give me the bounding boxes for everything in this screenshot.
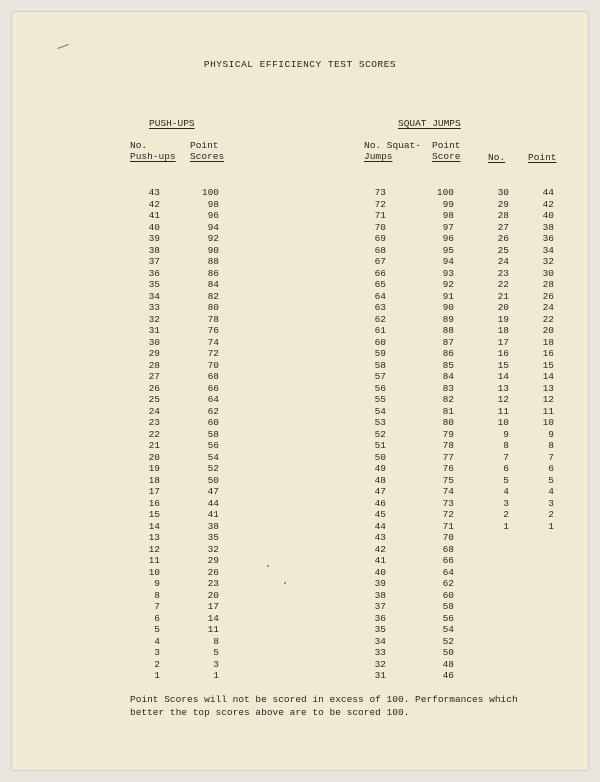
table-cell: 35 — [374, 624, 386, 635]
table-cell: 68 — [442, 543, 454, 555]
table-cell: 28 — [542, 279, 554, 290]
table-cell: 31 — [148, 325, 160, 336]
table-cell: 73 — [374, 187, 386, 198]
table-cell: 7 — [154, 601, 160, 612]
table-cell: 36 — [374, 612, 386, 624]
table-cell: 27 — [497, 221, 509, 233]
table-cell: 47 — [207, 486, 219, 497]
table-cell: 3 — [154, 647, 160, 658]
table-cell: 26 — [148, 382, 160, 394]
table-cell: 75 — [442, 474, 454, 486]
table-cell: 32 — [542, 256, 554, 267]
table-cell: 15 — [542, 359, 554, 371]
table-cell: 74 — [442, 486, 454, 497]
table-cell: 8 — [154, 589, 160, 601]
table-cell: 71 — [442, 520, 454, 532]
table-cell: 20 — [148, 451, 160, 463]
table-cell: 79 — [442, 428, 454, 440]
table-cell: 26 — [207, 566, 219, 578]
table-cell: 6 — [503, 463, 509, 474]
speck-mark — [284, 582, 286, 584]
table-cell: 93 — [442, 267, 454, 279]
table-cell: 21 — [148, 440, 160, 451]
table-cell: 41 — [374, 555, 386, 566]
table-cell: 69 — [374, 233, 386, 244]
table-cell: 3 — [213, 658, 219, 670]
table-cell: 20 — [207, 589, 219, 601]
table-cell: 15 — [497, 359, 509, 371]
table-cell: 91 — [442, 290, 454, 302]
table-cell: 48 — [374, 474, 386, 486]
table-cell: 47 — [374, 486, 386, 497]
table-cell: 24 — [497, 256, 509, 267]
table-cell: 2 — [548, 509, 554, 520]
pushups-points-column — [195, 187, 219, 682]
table-cell: 60 — [207, 417, 219, 428]
table-cell: 94 — [207, 221, 219, 233]
table-cell: 14 — [542, 371, 554, 382]
table-cell: 85 — [442, 359, 454, 371]
table-cell: 56 — [442, 612, 454, 624]
table-cell: 66 — [374, 267, 386, 279]
table-cell: 25 — [497, 244, 509, 256]
table-cell: 78 — [207, 313, 219, 325]
squat-no-header: No. Squat- Jumps — [364, 140, 422, 162]
table-cell: 84 — [442, 371, 454, 382]
table-cell: 72 — [207, 348, 219, 359]
footnote: Point Scores will not be scored in excess of 100. Performances which better the top scores above are to be scored 100. — [130, 694, 518, 718]
table-cell: 64 — [374, 290, 386, 302]
squat-no-column — [366, 187, 386, 682]
table-cell: 34 — [542, 244, 554, 256]
table-cell: 48 — [442, 658, 454, 670]
table-cell: 17 — [497, 336, 509, 348]
table-cell: 50 — [207, 474, 219, 486]
table-cell: 4 — [548, 486, 554, 497]
table-cell: 60 — [374, 336, 386, 348]
table-cell: 12 — [148, 543, 160, 555]
table-cell: 8 — [548, 440, 554, 451]
squat-no2-column — [491, 187, 509, 532]
table-cell: 16 — [148, 497, 160, 509]
table-cell: 82 — [207, 290, 219, 302]
table-cell: 14 — [207, 612, 219, 624]
table-cell: 78 — [442, 440, 454, 451]
table-cell: 30 — [542, 267, 554, 279]
table-cell: 61 — [374, 325, 386, 336]
table-cell: 11 — [497, 405, 509, 417]
table-cell: 65 — [374, 279, 386, 290]
pushups-no-header: No. Push-ups — [130, 140, 176, 162]
table-cell: 95 — [442, 244, 454, 256]
table-cell: 80 — [442, 417, 454, 428]
table-cell: 72 — [442, 509, 454, 520]
table-cell: 12 — [497, 394, 509, 405]
table-cell: 31 — [374, 670, 386, 681]
table-cell: 20 — [542, 325, 554, 336]
table-cell: 56 — [374, 382, 386, 394]
table-cell: 4 — [154, 635, 160, 647]
table-cell: 3 — [548, 497, 554, 509]
table-cell: 43 — [374, 532, 386, 543]
table-cell: 58 — [442, 601, 454, 612]
table-cell: 39 — [148, 233, 160, 244]
table-cell: 44 — [374, 520, 386, 532]
table-cell: 45 — [374, 509, 386, 520]
table-cell: 50 — [374, 451, 386, 463]
table-cell: 9 — [154, 578, 160, 589]
table-cell: 39 — [374, 578, 386, 589]
table-cell: 33 — [374, 647, 386, 658]
table-cell: 5 — [154, 624, 160, 635]
table-cell: 27 — [148, 371, 160, 382]
table-cell: 98 — [442, 210, 454, 221]
table-cell: 68 — [207, 371, 219, 382]
table-cell: 46 — [442, 670, 454, 681]
table-cell: 15 — [148, 509, 160, 520]
table-cell: 32 — [374, 658, 386, 670]
table-cell: 12 — [542, 394, 554, 405]
table-cell: 70 — [442, 532, 454, 543]
table-cell: 86 — [442, 348, 454, 359]
table-cell: 26 — [542, 290, 554, 302]
table-cell: 23 — [497, 267, 509, 279]
table-cell: 8 — [213, 635, 219, 647]
table-cell: 29 — [207, 555, 219, 566]
table-cell: 42 — [542, 198, 554, 210]
table-cell: 28 — [148, 359, 160, 371]
table-cell: 76 — [442, 463, 454, 474]
table-cell: 19 — [497, 313, 509, 325]
table-cell: 46 — [374, 497, 386, 509]
table-cell: 99 — [442, 198, 454, 210]
table-cell: 1 — [213, 670, 219, 681]
table-cell: 18 — [148, 474, 160, 486]
table-cell: 92 — [207, 233, 219, 244]
table-cell: 1 — [548, 520, 554, 532]
table-cell: 13 — [148, 532, 160, 543]
table-cell: 54 — [374, 405, 386, 417]
table-cell: 52 — [374, 428, 386, 440]
table-cell: 19 — [148, 463, 160, 474]
table-cell: 16 — [542, 348, 554, 359]
table-cell: 84 — [207, 279, 219, 290]
table-cell: 13 — [497, 382, 509, 394]
table-cell: 49 — [374, 463, 386, 474]
table-cell: 86 — [207, 267, 219, 279]
table-cell: 96 — [207, 210, 219, 221]
table-cell: 29 — [497, 198, 509, 210]
table-cell: 54 — [207, 451, 219, 463]
table-cell: 58 — [374, 359, 386, 371]
table-cell: 30 — [148, 336, 160, 348]
squat-points-column — [430, 187, 454, 682]
table-cell: 11 — [148, 555, 160, 566]
table-cell: 44 — [542, 187, 554, 198]
table-cell: 28 — [497, 210, 509, 221]
table-cell: 66 — [442, 555, 454, 566]
table-cell: 35 — [148, 279, 160, 290]
table-cell: 11 — [207, 624, 219, 635]
table-cell: 100 — [201, 187, 219, 198]
table-cell: 76 — [207, 325, 219, 336]
table-cell: 40 — [148, 221, 160, 233]
squat-jumps-heading: SQUAT JUMPS — [398, 118, 461, 129]
table-cell: 25 — [148, 394, 160, 405]
table-cell: 42 — [374, 543, 386, 555]
table-cell: 9 — [503, 428, 509, 440]
table-cell: 3 — [503, 497, 509, 509]
table-cell: 70 — [207, 359, 219, 371]
table-cell: 14 — [148, 520, 160, 532]
table-cell: 71 — [374, 210, 386, 221]
table-cell: 41 — [207, 509, 219, 520]
table-cell: 90 — [442, 302, 454, 313]
table-cell: 87 — [442, 336, 454, 348]
table-cell: 92 — [442, 279, 454, 290]
table-cell: 36 — [542, 233, 554, 244]
table-cell: 7 — [548, 451, 554, 463]
table-cell: 34 — [374, 635, 386, 647]
table-cell: 40 — [542, 210, 554, 221]
table-cell: 4 — [503, 486, 509, 497]
table-cell: 22 — [497, 279, 509, 290]
table-cell: 44 — [207, 497, 219, 509]
table-cell: 97 — [442, 221, 454, 233]
pushups-points-header: Point Scores — [190, 140, 225, 162]
table-cell: 10 — [497, 417, 509, 428]
table-cell: 13 — [542, 382, 554, 394]
table-cell: 98 — [207, 198, 219, 210]
table-cell: 23 — [148, 417, 160, 428]
table-cell: 22 — [542, 313, 554, 325]
table-cell: 38 — [148, 244, 160, 256]
table-cell: 17 — [207, 601, 219, 612]
table-cell: 62 — [374, 313, 386, 325]
table-cell: 17 — [148, 486, 160, 497]
table-cell: 26 — [497, 233, 509, 244]
page-title: PHYSICAL EFFICIENCY TEST SCORES — [203, 59, 397, 70]
table-cell: 24 — [148, 405, 160, 417]
table-cell: 2 — [503, 509, 509, 520]
table-cell: 77 — [442, 451, 454, 463]
table-cell: 40 — [374, 566, 386, 578]
table-cell: 50 — [442, 647, 454, 658]
table-cell: 60 — [442, 589, 454, 601]
table-cell: 8 — [503, 440, 509, 451]
table-cell: 53 — [374, 417, 386, 428]
table-cell: 51 — [374, 440, 386, 451]
table-cell: 37 — [148, 256, 160, 267]
table-cell: 36 — [148, 267, 160, 279]
table-cell: 10 — [148, 566, 160, 578]
table-cell: 24 — [542, 302, 554, 313]
table-cell: 83 — [442, 382, 454, 394]
table-cell: 64 — [442, 566, 454, 578]
table-cell: 6 — [154, 612, 160, 624]
table-cell: 42 — [148, 198, 160, 210]
table-cell: 6 — [548, 463, 554, 474]
table-cell: 74 — [207, 336, 219, 348]
table-cell: 58 — [207, 428, 219, 440]
table-cell: 38 — [207, 520, 219, 532]
table-cell: 38 — [542, 221, 554, 233]
table-cell: 10 — [542, 417, 554, 428]
table-cell: 34 — [148, 290, 160, 302]
pushups-heading: PUSH-UPS — [149, 118, 195, 129]
table-cell: 11 — [542, 405, 554, 417]
table-cell: 22 — [148, 428, 160, 440]
table-cell: 80 — [207, 302, 219, 313]
table-cell: 90 — [207, 244, 219, 256]
table-cell: 73 — [442, 497, 454, 509]
squat-no2-header: No. — [488, 152, 506, 163]
table-cell: 88 — [207, 256, 219, 267]
pushups-no-column — [140, 187, 160, 682]
table-cell: 43 — [148, 187, 160, 198]
table-cell: 1 — [154, 670, 160, 681]
table-cell: 62 — [207, 405, 219, 417]
table-cell: 18 — [542, 336, 554, 348]
table-cell: 57 — [374, 371, 386, 382]
table-cell: 32 — [207, 543, 219, 555]
table-cell: 56 — [207, 440, 219, 451]
table-cell: 16 — [497, 348, 509, 359]
table-cell: 32 — [148, 313, 160, 325]
table-cell: 72 — [374, 198, 386, 210]
table-cell: 68 — [374, 244, 386, 256]
table-cell: 14 — [497, 371, 509, 382]
table-cell: 100 — [436, 187, 454, 198]
table-cell: 18 — [497, 325, 509, 336]
table-cell: 38 — [374, 589, 386, 601]
table-cell: 5 — [548, 474, 554, 486]
table-cell: 37 — [374, 601, 386, 612]
pen-mark — [57, 44, 69, 49]
table-cell: 94 — [442, 256, 454, 267]
table-cell: 5 — [503, 474, 509, 486]
table-cell: 21 — [497, 290, 509, 302]
table-cell: 29 — [148, 348, 160, 359]
table-cell: 52 — [207, 463, 219, 474]
table-cell: 62 — [442, 578, 454, 589]
table-cell: 54 — [442, 624, 454, 635]
table-cell: 35 — [207, 532, 219, 543]
table-cell: 33 — [148, 302, 160, 313]
table-cell: 81 — [442, 405, 454, 417]
table-cell: 96 — [442, 233, 454, 244]
document-page — [12, 12, 588, 770]
table-cell: 82 — [442, 394, 454, 405]
table-cell: 5 — [213, 647, 219, 658]
table-cell: 59 — [374, 348, 386, 359]
table-cell: 88 — [442, 325, 454, 336]
squat-points-header: Point Score — [432, 140, 461, 162]
table-cell: 9 — [548, 428, 554, 440]
table-cell: 41 — [148, 210, 160, 221]
table-cell: 20 — [497, 302, 509, 313]
table-cell: 55 — [374, 394, 386, 405]
table-cell: 64 — [207, 394, 219, 405]
table-cell: 70 — [374, 221, 386, 233]
squat-points2-column — [532, 187, 554, 532]
squat-points2-header: Point — [528, 152, 557, 163]
table-cell: 67 — [374, 256, 386, 267]
table-cell: 66 — [207, 382, 219, 394]
table-cell: 23 — [207, 578, 219, 589]
speck-mark — [267, 565, 269, 567]
table-cell: 89 — [442, 313, 454, 325]
table-cell: 30 — [497, 187, 509, 198]
table-cell: 7 — [503, 451, 509, 463]
table-cell: 2 — [154, 658, 160, 670]
table-cell: 63 — [374, 302, 386, 313]
table-cell: 52 — [442, 635, 454, 647]
table-cell: 1 — [503, 520, 509, 532]
